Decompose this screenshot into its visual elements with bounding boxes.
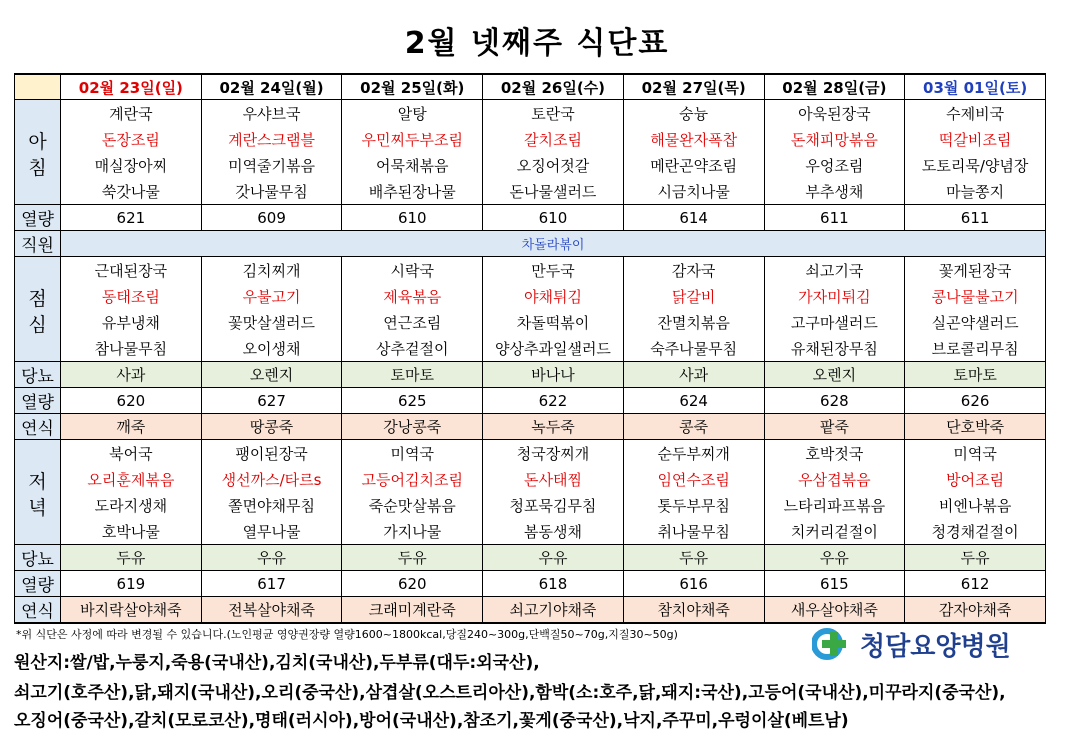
dinner-snack-value: 참치야채죽 — [623, 597, 764, 624]
date-header: 02월 28일(금) — [764, 74, 905, 100]
origin-line-1: 원산지:쌀/밥,누룽지,죽용(국내산),김치(국내산),두부류(대두:외국산), — [14, 653, 540, 673]
dinner-label — [15, 440, 61, 545]
lunch-diabetes-value: 오렌지 — [764, 362, 905, 388]
corner-cell — [15, 74, 61, 100]
dinner-row — [15, 440, 1046, 467]
lunch-diabetes-value: 토마토 — [905, 362, 1046, 388]
menu-item: 연근조림 — [342, 309, 483, 335]
menu-item: 북어국 — [61, 440, 202, 467]
staff-meal-value: 차돌라볶이 — [61, 231, 1046, 257]
menu-item: 만두국 — [483, 257, 624, 284]
menu-item: 닭갈비 — [623, 283, 764, 309]
menu-item: 돈채피망볶음 — [764, 126, 905, 152]
menu-item: 우민찌두부조림 — [342, 126, 483, 152]
menu-item: 시락국 — [342, 257, 483, 284]
dinner-row — [15, 518, 1046, 545]
dinner-label-1: 저 — [28, 471, 47, 493]
lunch-kcal-row — [15, 388, 1046, 414]
menu-item: 도라지생채 — [61, 492, 202, 518]
menu-item: 호박나물 — [61, 518, 202, 545]
menu-item: 가지나물 — [342, 518, 483, 545]
lunch-diabetes-value: 토마토 — [342, 362, 483, 388]
dinner-kcal-value: 618 — [483, 571, 624, 597]
lunch-kcal-value: 625 — [342, 388, 483, 414]
menu-item: 감자국 — [623, 257, 764, 284]
menu-table — [14, 73, 1046, 624]
menu-item: 브로콜리무침 — [905, 335, 1046, 362]
date-header: 02월 26일(수) — [483, 74, 624, 100]
dinner-snack-value: 감자야채죽 — [905, 597, 1046, 624]
menu-item: 열무나물 — [201, 518, 342, 545]
menu-item: 청포묵김무침 — [483, 492, 624, 518]
menu-item: 유채된장무침 — [764, 335, 905, 362]
menu-item: 참나물무침 — [61, 335, 202, 362]
menu-item: 해물완자폭찹 — [623, 126, 764, 152]
lunch-snack-label: 연식 — [15, 414, 61, 440]
menu-item: 취나물무침 — [623, 518, 764, 545]
menu-item: 동태조림 — [61, 283, 202, 309]
menu-item: 근대된장국 — [61, 257, 202, 284]
breakfast-row — [15, 100, 1046, 127]
menu-item: 오징어젓갈 — [483, 152, 624, 178]
menu-item: 돈나물샐러드 — [483, 178, 624, 205]
staff-meal-row — [15, 231, 1046, 257]
menu-item: 떡갈비조림 — [905, 126, 1046, 152]
menu-item: 미역줄기볶음 — [201, 152, 342, 178]
lunch-snack-row — [15, 414, 1046, 440]
menu-item: 생선까스/타르s — [201, 466, 342, 492]
menu-item: 유부냉채 — [61, 309, 202, 335]
breakfast-kcal-value: 610 — [483, 205, 624, 231]
menu-item: 미역국 — [905, 440, 1046, 467]
dinner-row — [15, 492, 1046, 518]
dinner-snack-row — [15, 597, 1046, 624]
lunch-diabetes-row — [15, 362, 1046, 388]
dinner-snack-value: 크래미계란죽 — [342, 597, 483, 624]
breakfast-row — [15, 126, 1046, 152]
menu-item: 배추된장나물 — [342, 178, 483, 205]
menu-item: 오이생채 — [201, 335, 342, 362]
lunch-label-1: 점 — [28, 288, 47, 310]
menu-item: 부추생채 — [764, 178, 905, 205]
menu-item: 청경채겉절이 — [905, 518, 1046, 545]
lunch-snack-value: 강낭콩죽 — [342, 414, 483, 440]
menu-item: 아욱된장국 — [764, 100, 905, 127]
menu-item: 미역국 — [342, 440, 483, 467]
breakfast-label-2: 침 — [28, 157, 47, 179]
dinner-kcal-row — [15, 571, 1046, 597]
dinner-kcal-value: 617 — [201, 571, 342, 597]
lunch-kcal-value: 624 — [623, 388, 764, 414]
dinner-row — [15, 466, 1046, 492]
lunch-row — [15, 257, 1046, 284]
date-header: 02월 24일(월) — [201, 74, 342, 100]
dinner-snack-value: 쇠고기야채죽 — [483, 597, 624, 624]
menu-item: 죽순맛살볶음 — [342, 492, 483, 518]
menu-item: 수제비국 — [905, 100, 1046, 127]
dinner-snack-value: 새우살야채죽 — [764, 597, 905, 624]
menu-item: 호박젓국 — [764, 440, 905, 467]
menu-item: 우불고기 — [201, 283, 342, 309]
menu-item: 비엔나볶음 — [905, 492, 1046, 518]
lunch-snack-value: 땅콩죽 — [201, 414, 342, 440]
lunch-diabetes-value: 사과 — [61, 362, 202, 388]
menu-item: 매실장아찌 — [61, 152, 202, 178]
lunch-snack-value: 단호박죽 — [905, 414, 1046, 440]
dinner-snack-value: 전복살야채죽 — [201, 597, 342, 624]
lunch-diabetes-value: 오렌지 — [201, 362, 342, 388]
menu-item: 숙주나물무침 — [623, 335, 764, 362]
menu-item: 오리훈제볶음 — [61, 466, 202, 492]
header-row — [15, 74, 1046, 100]
breakfast-kcal-value: 610 — [342, 205, 483, 231]
lunch-kcal-value: 628 — [764, 388, 905, 414]
dinner-snack-value: 바지락살야채죽 — [61, 597, 202, 624]
menu-item: 우삼겹볶음 — [764, 466, 905, 492]
menu-item: 꽃게된장국 — [905, 257, 1046, 284]
menu-item: 고구마샐러드 — [764, 309, 905, 335]
lunch-snack-value: 깨죽 — [61, 414, 202, 440]
menu-item: 계란국 — [61, 100, 202, 127]
lunch-diabetes-label: 당뇨 — [15, 362, 61, 388]
page-title: 2월 넷째주 식단표 — [404, 26, 670, 61]
menu-item: 알탕 — [342, 100, 483, 127]
lunch-kcal-label: 열량 — [15, 388, 61, 414]
menu-item: 임연수조림 — [623, 466, 764, 492]
dinner-label-2: 녁 — [28, 497, 47, 519]
menu-item: 돈사태찜 — [483, 466, 624, 492]
menu-item: 어묵채볶음 — [342, 152, 483, 178]
lunch-kcal-value: 620 — [61, 388, 202, 414]
menu-item: 우엉조림 — [764, 152, 905, 178]
menu-item: 고등어김치조림 — [342, 466, 483, 492]
lunch-row — [15, 309, 1046, 335]
menu-item: 상추겉절이 — [342, 335, 483, 362]
menu-item: 가자미튀김 — [764, 283, 905, 309]
menu-item: 메란곤약조림 — [623, 152, 764, 178]
menu-item: 느타리파프볶음 — [764, 492, 905, 518]
dinner-diabetes-value: 우유 — [483, 545, 624, 571]
dinner-kcal-value: 612 — [905, 571, 1046, 597]
breakfast-kcal-value: 611 — [905, 205, 1046, 231]
menu-item: 봄동생채 — [483, 518, 624, 545]
menu-item: 쫄면야채무침 — [201, 492, 342, 518]
menu-item: 차돌떡볶이 — [483, 309, 624, 335]
menu-item: 마늘쫑지 — [905, 178, 1046, 205]
dinner-diabetes-value: 두유 — [61, 545, 202, 571]
menu-item: 방어조림 — [905, 466, 1046, 492]
origin-line-3: 오징어(중국산),갈치(모로코산),명태(러시아),방어(국내산),참조기,꽃게(중국산),낙지,주꾸미,우렁이살(베트남) — [14, 711, 849, 731]
breakfast-kcal-value: 611 — [764, 205, 905, 231]
dinner-kcal-value: 616 — [623, 571, 764, 597]
lunch-label — [15, 257, 61, 362]
hospital-logo — [812, 626, 1011, 662]
breakfast-kcal-label: 열량 — [15, 205, 61, 231]
date-header: 03월 01일(토) — [905, 74, 1046, 100]
lunch-kcal-value: 626 — [905, 388, 1046, 414]
dinner-diabetes-label: 당뇨 — [15, 545, 61, 571]
breakfast-kcal-value: 621 — [61, 205, 202, 231]
menu-item: 쇠고기국 — [764, 257, 905, 284]
dinner-diabetes-value: 두유 — [905, 545, 1046, 571]
breakfast-label-1: 아 — [28, 131, 47, 153]
breakfast-kcal-value: 614 — [623, 205, 764, 231]
menu-item: 시금치나물 — [623, 178, 764, 205]
dinner-diabetes-row — [15, 545, 1046, 571]
menu-item: 치커리겉절이 — [764, 518, 905, 545]
origin-line-2: 쇠고기(호주산),닭,돼지(국내산),오리(중국산),삼겹살(오스트리아산),함박(소:호주,닭,돼지:국산),고등어(국내산),미꾸라지(중국산), — [14, 683, 1006, 703]
dinner-kcal-value: 619 — [61, 571, 202, 597]
menu-item: 잔멸치볶음 — [623, 309, 764, 335]
breakfast-row — [15, 178, 1046, 205]
menu-item: 콩나물불고기 — [905, 283, 1046, 309]
lunch-row — [15, 335, 1046, 362]
lunch-snack-value: 콩죽 — [623, 414, 764, 440]
menu-item: 청국장찌개 — [483, 440, 624, 467]
menu-item: 쑥갓나물 — [61, 178, 202, 205]
date-header: 02월 27일(목) — [623, 74, 764, 100]
menu-item: 꽃맛살샐러드 — [201, 309, 342, 335]
menu-item: 순두부찌개 — [623, 440, 764, 467]
staff-meal-label: 직원 — [15, 231, 61, 257]
menu-item: 김치찌개 — [201, 257, 342, 284]
lunch-kcal-value: 622 — [483, 388, 624, 414]
dinner-kcal-label: 열량 — [15, 571, 61, 597]
menu-item: 계란스크램블 — [201, 126, 342, 152]
menu-item: 제육볶음 — [342, 283, 483, 309]
dinner-diabetes-value: 우유 — [764, 545, 905, 571]
menu-item: 도토리묵/양념장 — [905, 152, 1046, 178]
menu-item: 양상추과일샐러드 — [483, 335, 624, 362]
nutrition-note: *위 식단은 사정에 따라 변경될 수 있습니다.(노인평균 영양권장량 열량1600~1800kcal,당질240~300g,단백질50~70g,지질30~50g) — [16, 628, 678, 641]
menu-item: 야채튀김 — [483, 283, 624, 309]
breakfast-kcal-value: 609 — [201, 205, 342, 231]
dinner-diabetes-value: 우유 — [201, 545, 342, 571]
breakfast-kcal-row — [15, 205, 1046, 231]
date-header: 02월 25일(화) — [342, 74, 483, 100]
dinner-diabetes-value: 두유 — [342, 545, 483, 571]
menu-item: 우샤브국 — [201, 100, 342, 127]
lunch-snack-value: 팥죽 — [764, 414, 905, 440]
menu-item: 톳두부무침 — [623, 492, 764, 518]
dinner-diabetes-value: 두유 — [623, 545, 764, 571]
dinner-snack-label: 연식 — [15, 597, 61, 624]
lunch-row — [15, 283, 1046, 309]
menu-item: 팽이된장국 — [201, 440, 342, 467]
menu-item: 갓나물무침 — [201, 178, 342, 205]
dinner-kcal-value: 620 — [342, 571, 483, 597]
date-header: 02월 23일(일) — [61, 74, 202, 100]
menu-item: 숭늉 — [623, 100, 764, 127]
lunch-diabetes-value: 바나나 — [483, 362, 624, 388]
lunch-label-2: 심 — [28, 314, 47, 336]
menu-item: 실곤약샐러드 — [905, 309, 1046, 335]
lunch-kcal-value: 627 — [201, 388, 342, 414]
menu-item: 갈치조림 — [483, 126, 624, 152]
hospital-name: 청담요양병원 — [860, 631, 1011, 662]
breakfast-row — [15, 152, 1046, 178]
lunch-snack-value: 녹두죽 — [483, 414, 624, 440]
menu-item: 토란국 — [483, 100, 624, 127]
dinner-kcal-value: 615 — [764, 571, 905, 597]
hospital-cross-icon — [812, 626, 856, 662]
menu-item: 돈장조림 — [61, 126, 202, 152]
breakfast-label — [15, 100, 61, 205]
lunch-diabetes-value: 사과 — [623, 362, 764, 388]
